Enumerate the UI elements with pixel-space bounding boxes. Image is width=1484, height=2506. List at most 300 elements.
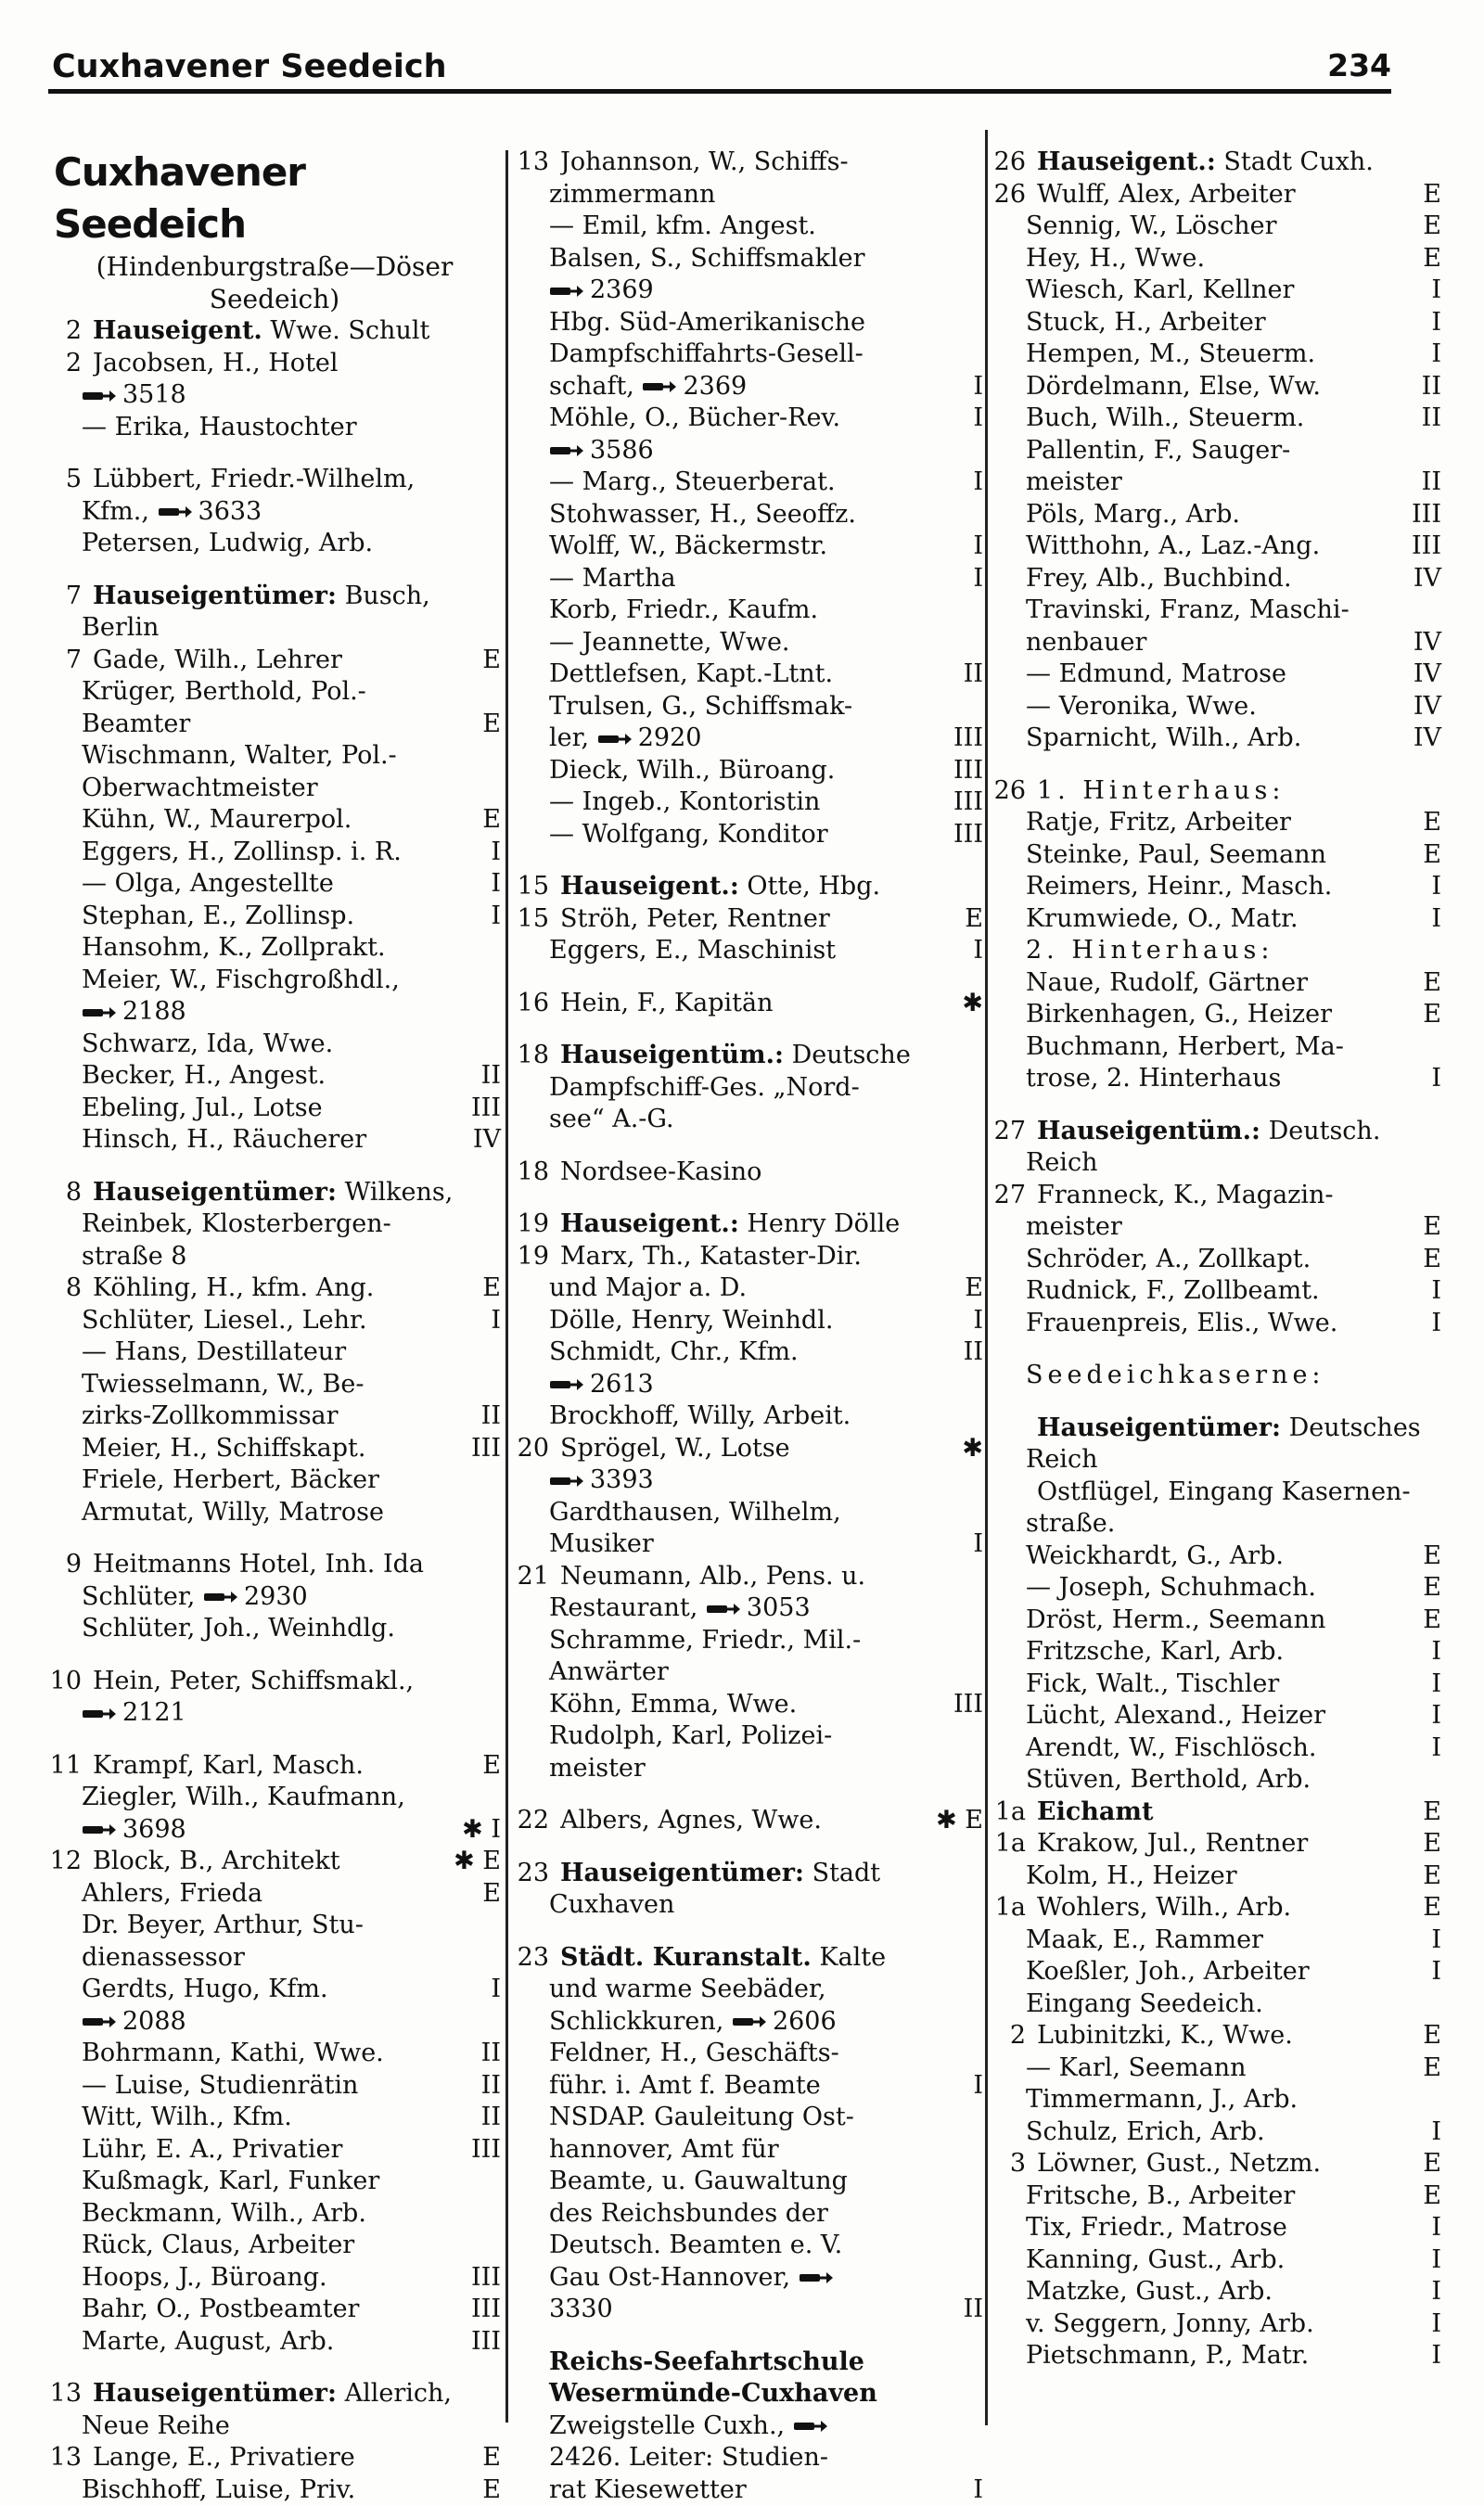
- floor-marker: I: [967, 1305, 983, 1337]
- floor-marker: E: [477, 2442, 501, 2474]
- resident-line: [516, 627, 983, 659]
- entry-text: [516, 2442, 983, 2474]
- resident-line: [516, 371, 983, 403]
- entry-name: des Reichsbundes der: [549, 2199, 828, 2228]
- entry-name: Wiesch, Karl, Kellner: [1026, 275, 1294, 304]
- entry-name: Beckmann, Wilh., Arb.: [82, 2199, 366, 2228]
- entry-text: [516, 658, 958, 691]
- resident-line: [48, 2410, 501, 2443]
- entry-text: [516, 1656, 983, 1689]
- entry-name: 3698: [122, 1815, 186, 1844]
- entry-name: Löwner, Gust., Netzm.: [1037, 2149, 1321, 2178]
- entry-list: [48, 315, 501, 2506]
- entry-text: [560, 871, 983, 903]
- resident-line: [992, 839, 1441, 872]
- resident-line: [516, 722, 983, 755]
- house-entry: [516, 1561, 983, 1593]
- entry-text: [992, 1605, 1417, 1637]
- entry-text: [516, 2166, 983, 2198]
- resident-line: [48, 1814, 501, 1847]
- resident-line: [992, 371, 1441, 403]
- entry-name: Ostflügel, Eingang Kasernen-: [1037, 1477, 1411, 1506]
- entry-text: [992, 1031, 1441, 1064]
- telephone-icon: [597, 731, 633, 748]
- entry-text: [93, 1666, 501, 1698]
- entry-name: Zweigstelle Cuxh.,: [549, 2411, 793, 2440]
- floor-marker: I: [1426, 1732, 1441, 1765]
- resident-line: [48, 1208, 501, 1241]
- entry-name: Neue Reihe: [82, 2411, 230, 2440]
- entry-name: ler,: [549, 723, 597, 752]
- entry-name: Eggers, E., Maschinist: [549, 936, 836, 965]
- floor-marker: I: [1426, 275, 1441, 307]
- resident-line: [48, 868, 501, 901]
- entry-name: Hempen, M., Steuerm.: [1026, 339, 1315, 368]
- resident-line: [48, 1336, 501, 1369]
- floor-marker: E: [1417, 1541, 1441, 1573]
- entry-name: Ströh, Peter, Rentner: [560, 904, 830, 933]
- owner-name: Deutsche: [784, 1041, 911, 1069]
- entry-text: [93, 315, 501, 348]
- resident-line: [516, 275, 983, 307]
- resident-line: [992, 1477, 1441, 1509]
- entry-text: [992, 903, 1426, 936]
- resident-line: [48, 837, 501, 869]
- entry-name: — Luise, Studienrätin: [82, 2071, 358, 2100]
- house-number: 26: [992, 147, 1037, 179]
- entry-spacer: [48, 560, 501, 581]
- house-entry: [992, 2148, 1441, 2180]
- house-number: 19: [516, 1208, 560, 1241]
- telephone-icon: [549, 283, 584, 300]
- entry-text: [516, 786, 948, 819]
- resident-line: [516, 2378, 983, 2410]
- resident-line: [48, 528, 501, 560]
- floor-marker: II: [958, 658, 983, 691]
- entry-text: [48, 2474, 477, 2506]
- entry-name: Hbg. Süd-Amerikanische: [549, 308, 865, 337]
- owner-name: Allerich,: [337, 2379, 452, 2408]
- house-number: 16: [516, 988, 560, 1020]
- resident-line: [516, 1336, 983, 1369]
- entry-name: Krumwiede, O., Matr.: [1026, 904, 1298, 933]
- entry-name: Arendt, W., Fischlösch.: [1026, 1733, 1316, 1762]
- entry-name: rat Kiesewetter: [549, 2475, 747, 2504]
- floor-marker: I: [967, 1528, 983, 1561]
- entry-name: Brockhoff, Willy, Arbeit.: [549, 1401, 851, 1430]
- floor-marker: E: [477, 709, 501, 741]
- entry-text: [516, 211, 983, 243]
- resident-line: [516, 2294, 983, 2326]
- entry-name: — Karl, Seemann: [1026, 2053, 1247, 2082]
- floor-marker: E: [1417, 1828, 1441, 1860]
- entry-name: Eingang Seedeich.: [1026, 1989, 1263, 2018]
- entry-text: [516, 2294, 958, 2326]
- resident-line: [48, 901, 501, 933]
- resident-line: [992, 1764, 1441, 1796]
- entry-name: Matzke, Gust., Arb.: [1026, 2277, 1273, 2306]
- floor-marker: I: [1426, 871, 1441, 903]
- entry-name: Schmidt, Chr., Kfm.: [549, 1337, 799, 1366]
- owner-name: Stadt: [804, 1859, 880, 1887]
- entry-spacer: [516, 2326, 983, 2346]
- house-number: 11: [48, 1750, 93, 1783]
- entry-text: [516, 2474, 967, 2506]
- entry-text: [992, 1572, 1417, 1605]
- resident-line: [516, 755, 983, 787]
- owner-label: Hauseigentüm.:: [560, 1041, 784, 1069]
- entry-text: [560, 1858, 983, 1890]
- entry-text: [48, 1060, 476, 1093]
- resident-line: [516, 595, 983, 627]
- house-entry: [48, 1272, 501, 1305]
- entry-text: [48, 1208, 501, 1241]
- entry-text: [560, 1942, 983, 1975]
- owner-name: Deutsch.: [1260, 1117, 1380, 1145]
- floor-marker: II: [1416, 467, 1441, 499]
- entry-name: Oberwachtmeister: [82, 774, 318, 802]
- entry-name: Kfm.,: [82, 497, 158, 526]
- entry-name: Hoops, J., Büroang.: [82, 2263, 327, 2292]
- resident-line: [516, 1497, 983, 1529]
- entry-text: [48, 412, 501, 444]
- floor-marker: I: [967, 403, 983, 435]
- entry-text: [516, 755, 948, 787]
- house-entry: [48, 581, 501, 613]
- entry-text: [992, 1860, 1417, 1893]
- entry-text: [48, 773, 501, 805]
- house-entry: [992, 2020, 1441, 2052]
- resident-line: [48, 965, 501, 997]
- house-entry: [48, 645, 501, 677]
- entry-name: Witthohn, A., Laz.-Ang.: [1026, 531, 1320, 560]
- resident-line: [992, 627, 1441, 659]
- resident-line: [992, 243, 1441, 275]
- entry-text: [992, 1444, 1441, 1477]
- floor-marker: I: [1426, 1924, 1441, 1957]
- resident-line: [992, 467, 1441, 499]
- entry-name: Weickhardt, G., Arb.: [1026, 1541, 1284, 1570]
- entry-name: Rudolph, Karl, Polizei-: [549, 1721, 832, 1750]
- resident-line: [992, 935, 1441, 967]
- entry-text: [48, 612, 501, 645]
- entry-name: Becker, H., Angest.: [82, 1061, 326, 1090]
- house-entry: [48, 1750, 501, 1783]
- column-left: [48, 147, 501, 2428]
- entry-name: Schlüter,: [82, 1582, 203, 1611]
- resident-line: [516, 1889, 983, 1922]
- entry-text: [48, 1910, 501, 1942]
- entry-text: [93, 581, 501, 613]
- entry-name: Schramme, Friedr., Mil.-: [549, 1626, 861, 1655]
- entry-name: Dampfschiffahrts-Gesell-: [549, 339, 864, 368]
- floor-marker: I: [1426, 1636, 1441, 1669]
- entry-text: [516, 339, 983, 371]
- resident-line: [992, 403, 1441, 435]
- floor-marker: III: [1406, 499, 1441, 531]
- resident-line: [48, 1305, 501, 1337]
- entry-text: [992, 935, 1441, 967]
- entry-name: Twiesselmann, W., Be-: [82, 1370, 364, 1399]
- entry-name: Maak, E., Rammer: [1026, 1925, 1263, 1954]
- floor-marker: III: [466, 2294, 501, 2326]
- floor-marker: III: [466, 1433, 501, 1465]
- floor-marker: E: [1417, 1796, 1441, 1829]
- entry-name: Nordsee-Kasino: [560, 1157, 761, 1186]
- resident-line: [48, 2102, 501, 2134]
- entry-text: [48, 1336, 501, 1369]
- entry-name: Stephan, E., Zollinsp.: [82, 901, 354, 930]
- resident-line: [48, 1497, 501, 1529]
- entry-text: [992, 499, 1406, 531]
- resident-line: [516, 2070, 983, 2103]
- floor-marker: I: [967, 371, 983, 403]
- owner-label: Hauseigent.:: [560, 872, 739, 901]
- entry-text: [516, 2410, 983, 2443]
- entry-name: Birkenhagen, G., Heizer: [1026, 1000, 1332, 1029]
- resident-line: [48, 1942, 501, 1975]
- entry-text: [516, 1592, 983, 1625]
- column-divider: [505, 150, 508, 2423]
- house-number: 1a: [992, 1892, 1037, 1924]
- entry-name: Lange, E., Privatiere: [93, 2443, 355, 2472]
- resident-line: [992, 1413, 1441, 1445]
- resident-line: [516, 1974, 983, 2006]
- entry-text: [516, 2038, 983, 2070]
- resident-line: [992, 1956, 1441, 1988]
- resident-line: [516, 499, 983, 531]
- house-entry: [516, 1208, 983, 1241]
- house-number: 23: [516, 1942, 560, 1975]
- entry-name: Reinbek, Klosterbergen-: [82, 1209, 391, 1238]
- resident-line: [48, 1369, 501, 1401]
- house-number: 7: [48, 645, 93, 677]
- entry-name: Ebeling, Jul., Lotse: [82, 1093, 323, 1122]
- entry-name: Rudnick, F., Zollbeamt.: [1026, 1276, 1320, 1305]
- floor-marker: E: [1417, 2180, 1441, 2213]
- entry-text: [48, 1305, 485, 1337]
- entry-list: [516, 147, 983, 2506]
- entry-text: [516, 1336, 958, 1369]
- house-number: 20: [516, 1433, 560, 1465]
- entry-name: Seedeichkaserne:: [1026, 1361, 1325, 1389]
- telephone-icon: [82, 2014, 117, 2030]
- floor-marker: E: [1417, 839, 1441, 872]
- entry-spacer: [48, 1730, 501, 1750]
- entry-name: meister: [549, 1754, 646, 1783]
- floor-marker: I: [1426, 1308, 1441, 1340]
- entry-name: Gau Ost-Hannover,: [549, 2263, 799, 2292]
- resident-line: [516, 563, 983, 595]
- entry-text: [93, 2378, 501, 2410]
- house-number: 18: [516, 1157, 560, 1189]
- floor-marker: IV: [1408, 722, 1441, 755]
- resident-line: [992, 1732, 1441, 1765]
- entry-text: [992, 531, 1406, 563]
- phone-number: 2930: [244, 1582, 308, 1611]
- house-number: 5: [48, 464, 93, 496]
- resident-line: [516, 2166, 983, 2198]
- entry-text: [1037, 179, 1417, 211]
- entry-name: 3518: [122, 380, 186, 409]
- resident-line: [516, 339, 983, 371]
- entry-text: [560, 988, 956, 1020]
- entry-name: 2088: [122, 2007, 186, 2036]
- owner-label: Hauseigentümer:: [560, 1859, 804, 1887]
- floor-marker: ✱: [956, 988, 983, 1020]
- entry-spacer: [516, 1019, 983, 1040]
- resident-line: [516, 1464, 983, 1497]
- street-subtitle: (Hindenburgstraße—Döser Seedeich): [48, 250, 501, 315]
- entry-text: [48, 2070, 476, 2103]
- entry-text: [992, 2116, 1426, 2149]
- house-entry: [992, 1892, 1441, 1924]
- entry-text: [93, 1272, 477, 1305]
- entry-name: Pallentin, F., Sauger-: [1026, 436, 1290, 465]
- house-number: 15: [516, 871, 560, 903]
- resident-line: [992, 1860, 1441, 1893]
- resident-line: [992, 1147, 1441, 1180]
- entry-name: Tix, Friedr., Matrose: [1026, 2213, 1287, 2242]
- resident-line: [992, 211, 1441, 243]
- entry-spacer: [48, 443, 501, 464]
- entry-text: [992, 871, 1426, 903]
- house-entry: [48, 464, 501, 496]
- entry-name: — Hans, Destillateur: [82, 1337, 346, 1366]
- entry-spacer: [516, 1922, 983, 1942]
- street-title: Cuxhavener Seedeich: [54, 147, 501, 250]
- telephone-icon: [82, 388, 117, 404]
- entry-text: [48, 1124, 467, 1157]
- floor-marker: II: [1416, 371, 1441, 403]
- resident-line: [48, 1060, 501, 1093]
- entry-name: 2188: [122, 997, 186, 1026]
- phone-number: 3633: [198, 497, 262, 526]
- resident-line: [992, 307, 1441, 339]
- entry-name: Deutsch. Beamten e. V.: [549, 2231, 842, 2259]
- entry-text: [992, 691, 1408, 723]
- floor-marker: I: [1426, 2276, 1441, 2308]
- resident-line: [516, 2230, 983, 2262]
- floor-marker: III: [466, 2326, 501, 2359]
- entry-name: 2369: [590, 275, 654, 304]
- entry-text: [516, 1272, 959, 1305]
- entry-text: [48, 1581, 501, 1614]
- floor-marker: I: [1426, 1275, 1441, 1308]
- entry-text: [516, 2198, 983, 2231]
- entry-text: [48, 2038, 476, 2070]
- entry-name: Frauenpreis, Elis., Wwe.: [1026, 1309, 1337, 1337]
- resident-line: [992, 2212, 1441, 2244]
- house-entry: [516, 1942, 983, 1975]
- floor-marker: ✱ I: [456, 1814, 501, 1847]
- entry-name: Dölle, Henry, Weinhdl.: [549, 1306, 833, 1335]
- entry-text: [516, 403, 967, 435]
- entry-name: Lübbert, Friedr.-Wilhelm,: [93, 465, 415, 493]
- floor-marker: I: [1426, 903, 1441, 936]
- entry-text: [992, 2308, 1426, 2341]
- house-entry: [992, 775, 1441, 808]
- resident-line: [516, 211, 983, 243]
- entry-text: [516, 935, 967, 967]
- resident-line: [992, 1211, 1441, 1244]
- entry-text: [992, 967, 1417, 1000]
- resident-line: [516, 435, 983, 467]
- entry-name: — Joseph, Schuhmach.: [1026, 1573, 1316, 1602]
- page-number: 234: [1327, 47, 1391, 83]
- house-entry: [516, 1858, 983, 1890]
- floor-marker: I: [1426, 307, 1441, 339]
- entry-text: [992, 1244, 1417, 1276]
- entry-name: Dettlefsen, Kapt.-Ltnt.: [549, 659, 833, 688]
- entry-text: [992, 1732, 1426, 1765]
- resident-line: [516, 179, 983, 211]
- entry-name: Musiker: [549, 1529, 654, 1558]
- entry-text: [992, 595, 1441, 627]
- entry-text: [48, 1029, 501, 1061]
- entry-text: [1037, 775, 1441, 808]
- entry-name: Rück, Claus, Arbeiter: [82, 2231, 354, 2259]
- entry-spacer: [516, 850, 983, 871]
- resident-line: [992, 1508, 1441, 1541]
- entry-spacer: [516, 1784, 983, 1805]
- house-number: 22: [516, 1805, 560, 1837]
- floor-marker: I: [967, 531, 983, 563]
- entry-text: [516, 2102, 983, 2134]
- entry-text: [48, 1697, 501, 1730]
- house-number: 1a: [992, 1828, 1037, 1860]
- entry-text: [992, 1636, 1426, 1669]
- entry-name: Wulff, Alex, Arbeiter: [1037, 180, 1296, 209]
- owner-label: Hauseigentümer:: [93, 582, 337, 610]
- resident-line: [992, 1572, 1441, 1605]
- entry-text: [516, 2262, 983, 2295]
- entry-name: Pietschmann, P., Matr.: [1026, 2341, 1309, 2370]
- entry-name: Travinski, Franz, Maschi-: [1026, 595, 1350, 624]
- resident-line: [992, 595, 1441, 627]
- floor-marker: II: [476, 1060, 501, 1093]
- resident-line: [516, 2038, 983, 2070]
- house-number: 2: [992, 2020, 1037, 2052]
- entry-name: Bahr, O., Postbeamter: [82, 2295, 359, 2323]
- entry-text: [992, 1669, 1426, 1701]
- owner-name: Otte, Hbg.: [739, 872, 880, 901]
- resident-line: [992, 871, 1441, 903]
- telephone-icon: [82, 1004, 117, 1021]
- floor-marker: III: [948, 755, 983, 787]
- entry-text: [992, 658, 1408, 691]
- entry-text: [48, 2102, 476, 2134]
- entry-list: [992, 147, 1441, 2372]
- entry-name: Schlüter, Joh., Weinhdlg.: [82, 1614, 395, 1643]
- entry-text: [48, 1974, 485, 2006]
- telephone-icon: [732, 2014, 767, 2030]
- column-divider: [985, 130, 988, 2425]
- entry-name: — Jeannette, Wwe.: [549, 628, 790, 657]
- entry-name: Witt, Wilh., Kfm.: [82, 2103, 292, 2131]
- entry-name: führ. i. Amt f. Beamte: [549, 2071, 821, 2100]
- resident-line: [516, 1656, 983, 1689]
- entry-name: — Emil, kfm. Angest.: [549, 211, 816, 240]
- entry-text: [516, 2070, 967, 2103]
- entry-name: Kußmagk, Karl, Funker: [82, 2167, 379, 2195]
- resident-line: [48, 2134, 501, 2167]
- floor-marker: ✱ E: [930, 1805, 983, 1837]
- resident-line: [992, 1924, 1441, 1957]
- floor-marker: II: [958, 1336, 983, 1369]
- floor-marker: IV: [1408, 627, 1441, 659]
- phone-number: 2606: [773, 2007, 837, 2036]
